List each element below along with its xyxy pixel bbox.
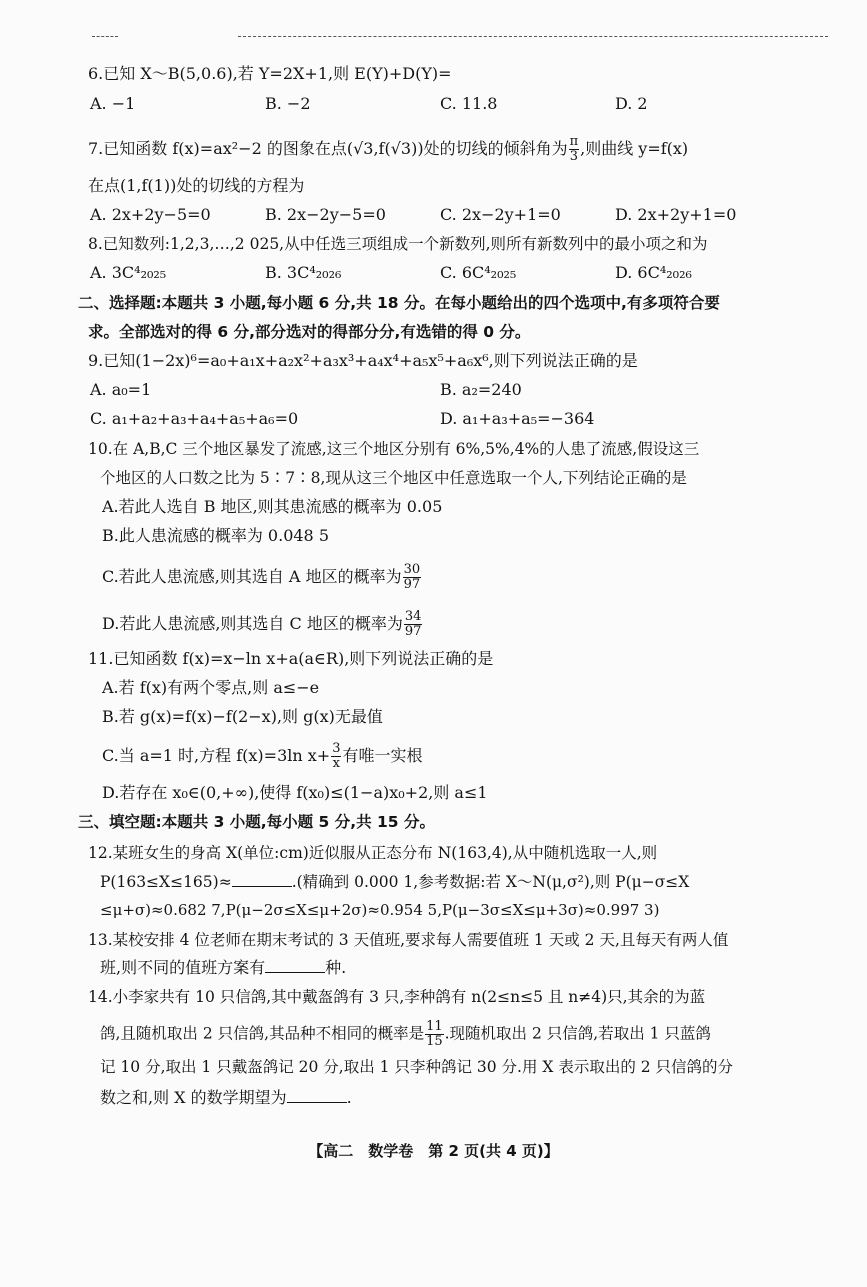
- section3-heading: 三、填空题:本题共 3 小题,每小题 5 分,共 15 分。: [78, 813, 435, 831]
- q9-option-c: C. a₁+a₂+a₃+a₄+a₅+a₆=0: [90, 409, 299, 428]
- q10-option-c-text: C.若此人患流感,则其选自 A 地区的概率为: [102, 567, 402, 586]
- q8-option-c: C. 6C⁴₂₀₂₅: [440, 263, 517, 282]
- q14-line4-b: .: [346, 1088, 352, 1107]
- top-dash-short: [92, 36, 118, 37]
- q12-line2-b: .(精确到 0.000 1,参考数据:若 X～N(μ,σ²),则 P(μ−σ≤X: [291, 873, 690, 891]
- q12-line2: [100, 871, 689, 893]
- q7-frac-num: π: [569, 134, 579, 149]
- q14-line4: [100, 1087, 352, 1109]
- q11-c-frac-den: x: [332, 756, 340, 771]
- q12-line1: 12.某班女生的身高 X(单位:cm)近似服从正态分布 N(163,4),从中随机选取一人,则: [88, 844, 658, 862]
- q10-option-d-fraction: [404, 610, 423, 639]
- q14-line2: [100, 1020, 711, 1049]
- q10-option-d: [102, 610, 423, 639]
- q10-option-d-text: D.若此人患流感,则其选自 C 地区的概率为: [102, 614, 403, 633]
- q7-fraction: [569, 135, 580, 164]
- q11-stem: 11.已知函数 f(x)=x−ln x+a(a∈R),则下列说法正确的是: [88, 649, 494, 668]
- page-footer: 【高二 数学卷 第 2 页(共 4 页)】: [308, 1142, 559, 1160]
- q11-c-frac-num: 3: [332, 741, 341, 756]
- q7-option-a: A. 2x+2y−5=0: [90, 205, 211, 224]
- q11-option-b: B.若 g(x)=f(x)−f(2−x),则 g(x)无最值: [102, 707, 383, 726]
- q13-line2-b: 种.: [325, 958, 347, 977]
- q11-option-a: A.若 f(x)有两个零点,则 a≤−e: [102, 678, 320, 697]
- q9-stem: 9.已知(1−2x)⁶=a₀+a₁x+a₂x²+a₃x³+a₄x⁴+a₅x⁵+a₆x⁶,则下列说法正确的是: [88, 351, 638, 370]
- top-dash-long: [238, 36, 828, 37]
- q6-stem: 6.已知 X～B(5,0.6),若 Y=2X+1,则 E(Y)+D(Y)=: [88, 64, 452, 83]
- q6-option-b: B. −2: [265, 94, 311, 113]
- q11-option-c-fraction: [331, 742, 341, 771]
- q7-option-d: D. 2x+2y+1=0: [615, 205, 737, 224]
- q6-option-a: A. −1: [90, 94, 136, 113]
- q14-line2-b: .现随机取出 2 只信鸽,若取出 1 只蓝鸽: [444, 1024, 711, 1043]
- q9-option-d: D. a₁+a₃+a₅=−364: [440, 409, 595, 428]
- q12-line2-a: P(163≤X≤165)≈: [100, 873, 232, 891]
- q10-option-c-fraction: [403, 563, 422, 592]
- q11-option-c-text-b: 有唯一实根: [342, 746, 423, 765]
- q8-stem: 8.已知数列:1,2,3,…,2 025,从中任选三项组成一个新数列,则所有新数列中的最小项之和为: [88, 235, 708, 253]
- q7-stem2: 在点(1,f(1))处的切线的方程为: [88, 176, 305, 195]
- q11-option-c: [102, 742, 422, 771]
- q10-stem-line1: 10.在 A,B,C 三个地区暴发了流感,这三个地区分别有 6%,5%,4%的人患了流感,假设这三: [88, 440, 700, 458]
- q9-option-b: B. a₂=240: [440, 380, 522, 399]
- q14-line3: 记 10 分,取出 1 只戴盔鸽记 20 分,取出 1 只李种鸽记 30 分.用 X 表示取出的 2 只信鸽的分: [100, 1058, 734, 1076]
- q7-stem: [88, 135, 688, 164]
- q7-frac-den: 3: [569, 149, 578, 164]
- q10-c-frac-den: 97: [403, 577, 421, 592]
- q8-option-d: D. 6C⁴₂₀₂₆: [615, 263, 692, 282]
- q14-line2-a: 鸽,且随机取出 2 只信鸽,其品种不相同的概率是: [100, 1024, 425, 1043]
- section2-heading-line1: 二、选择题:本题共 3 小题,每小题 6 分,共 18 分。在每小题给出的四个选项中,有多项符合要: [78, 294, 720, 312]
- q13-line2-a: 班,则不同的值班方案有: [100, 958, 266, 977]
- q6-option-d: D. 2: [615, 94, 648, 113]
- q10-option-a: A.若此人选自 B 地区,则其患流感的概率为 0.05: [102, 497, 443, 516]
- q7-option-c: C. 2x−2y+1=0: [440, 205, 561, 224]
- q12-line3: ≤μ+σ)≈0.682 7,P(μ−2σ≤X≤μ+2σ)≈0.954 5,P(μ−3σ≤X≤μ+3σ)≈0.997 3): [100, 901, 660, 919]
- q14-frac-den: 15: [426, 1034, 443, 1049]
- q13-answer-blank: [265, 958, 325, 973]
- q14-fraction: [425, 1020, 444, 1049]
- q14-answer-blank: [287, 1088, 347, 1103]
- q10-option-c: [102, 563, 422, 592]
- q10-c-frac-num: 30: [403, 562, 421, 577]
- q8-option-b: B. 3C⁴₂₀₂₆: [265, 263, 342, 282]
- q6-option-c: C. 11.8: [440, 94, 498, 113]
- q13-line1: 13.某校安排 4 位老师在期末考试的 3 天值班,要求每人需要值班 1 天或 2 天,且每天有两人值: [88, 931, 729, 949]
- q10-d-frac-den: 97: [404, 624, 422, 639]
- q7-option-b: B. 2x−2y−5=0: [265, 205, 386, 224]
- q10-option-b: B.此人患流感的概率为 0.048 5: [102, 526, 330, 545]
- q14-line1: 14.小李家共有 10 只信鸽,其中戴盔鸽有 3 只,李种鸽有 n(2≤n≤5 且 n≠4)只,其余的为蓝: [88, 988, 706, 1006]
- q14-line4-a: 数之和,则 X 的数学期望为: [100, 1088, 287, 1107]
- q12-answer-blank: [232, 872, 292, 887]
- q13-line2: [100, 957, 346, 979]
- q11-option-c-text-a: C.当 a=1 时,方程 f(x)=3ln x+: [102, 746, 331, 765]
- section2-heading-line2: 求。全部选对的得 6 分,部分选对的得部分分,有选错的得 0 分。: [88, 323, 531, 341]
- q7-stem-b: ,则曲线 y=f(x): [580, 139, 689, 158]
- q9-option-a: A. a₀=1: [90, 380, 152, 399]
- q14-frac-num: 11: [426, 1019, 443, 1034]
- q11-option-d: D.若存在 x₀∈(0,+∞),使得 f(x₀)≤(1−a)x₀+2,则 a≤1: [102, 783, 488, 802]
- q10-d-frac-num: 34: [404, 609, 422, 624]
- q8-option-a: A. 3C⁴₂₀₂₅: [90, 263, 167, 282]
- q7-stem-a: 7.已知函数 f(x)=ax²−2 的图象在点(√3,f(√3))处的切线的倾斜角为: [88, 139, 568, 158]
- q10-stem-line2: 个地区的人口数之比为 5∶7∶8,现从这三个地区中任意选取一个人,下列结论正确的是: [100, 469, 687, 487]
